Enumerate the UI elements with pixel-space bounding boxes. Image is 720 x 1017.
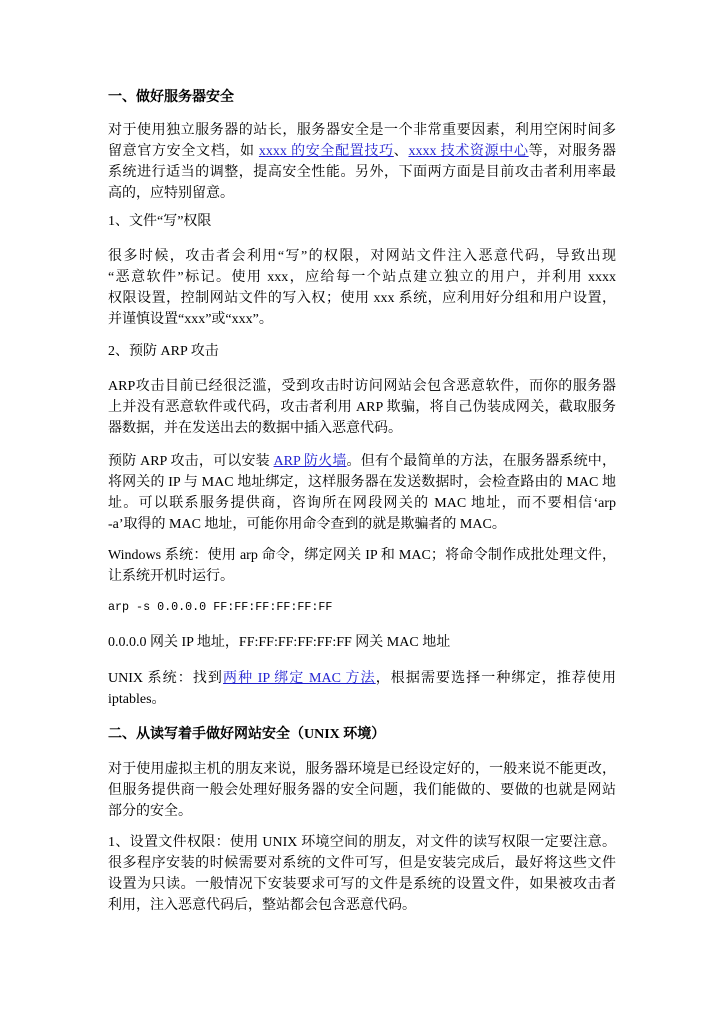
paragraph-line: iptables。 <box>108 692 166 707</box>
line-text: 留意官方安全文档，如 <box>108 144 259 159</box>
paragraph-line: 但服务提供商一般会处理好服务器的安全问题，我们能做的、要做的也就是网站 <box>108 783 616 798</box>
arp-command: arp -s 0.0.0.0 FF:FF:FF:FF:FF:FF <box>108 600 333 614</box>
link-ip-mac-binding-methods[interactable]: 两种 IP 绑定 MAC 方法 <box>223 671 376 686</box>
paragraph-line: 将网关的 IP 与 MAC 地址绑定，这样服务器在发送数据时，会检查路由的 MAC 地 <box>108 475 616 490</box>
line-text: 、 <box>393 144 409 159</box>
paragraph-line: -a’取得的 MAC 地址，可能你用命令查到的就是欺骗者的 MAC。 <box>108 517 506 532</box>
subheading-file-write-permission: 1、文件“写”权限 <box>108 214 212 229</box>
paragraph-line: 1、设置文件权限：使用 UNIX 环境空间的朋友，对文件的读写权限一定要注意。 <box>108 835 616 850</box>
paragraph-line: 对于使用虚拟主机的朋友来说，服务器环境是已经设定好的，一般来说不能更改， <box>108 762 616 777</box>
paragraph-line: 部分的安全。 <box>108 804 192 819</box>
arp-command-note: 0.0.0.0 网关 IP 地址，FF:FF:FF:FF:FF:FF 网关 MAC 地址 <box>108 635 451 650</box>
line-text: 等，对服务器 <box>528 144 616 159</box>
paragraph-line: 权限设置，控制网站文件的写入权；使用 xxx 系统，应利用好分组和用户设置， <box>108 291 616 306</box>
section-2-intro-paragraph <box>108 759 616 822</box>
paragraph-line <box>108 141 616 162</box>
arp-defense-paragraph <box>108 451 616 535</box>
line-text: 。但有个最简单的方法，在服务器系统中， <box>346 454 617 469</box>
link-security-config-tips[interactable]: xxxx 的安全配置技巧 <box>258 144 394 159</box>
line-text: ，根据需要选择一种绑定，推荐使用 <box>375 671 616 686</box>
section-2-heading: 二、从读写着手做好网站安全（UNIX 环境） <box>108 727 386 742</box>
paragraph-line: 上并没有恶意软件或代码，攻击者利用 ARP 欺骗，将自己伪装成网关，截取服务 <box>108 400 616 415</box>
paragraph-line: 利用，注入恶意代码后，整站都会包含恶意代码。 <box>108 898 416 913</box>
paragraph-line: 器数据，并在发送出去的数据中插入恶意代码。 <box>108 421 402 436</box>
section-1-intro-paragraph <box>108 120 616 204</box>
paragraph-line <box>108 451 616 472</box>
paragraph-line: 址。可以联系服务提供商，咨询所在网段网关的 MAC 地址，而不要相信‘arp <box>108 496 616 511</box>
arp-overview-paragraph <box>108 376 616 439</box>
paragraph-line: 设置为只读。一般情况下安装要求可写的文件是系统的设置文件，如果被攻击者 <box>108 877 616 892</box>
line-text: UNIX 系统：找到 <box>108 671 224 686</box>
paragraph-line: 并谨慎设置“xxx”或“xxx”。 <box>108 312 273 327</box>
link-tech-resource-center[interactable]: xxxx 技术资源中心 <box>408 144 529 159</box>
paragraph-line: 很多时候，攻击者会利用“写”的权限，对网站文件注入恶意代码，导致出现 <box>108 249 616 264</box>
unix-binding-paragraph <box>108 668 616 710</box>
paragraph-line: Windows 系统：使用 arp 命令，绑定网关 IP 和 MAC；将命令制作成批处理文件， <box>108 548 616 563</box>
file-write-permission-paragraph <box>108 246 616 330</box>
link-arp-firewall[interactable]: ARP 防火墙 <box>273 454 347 469</box>
line-text: 预防 ARP 攻击，可以安装 <box>108 454 274 469</box>
paragraph-line <box>108 668 616 689</box>
paragraph-line: 高的，应特别留意。 <box>108 186 234 201</box>
paragraph-line: 让系统开机时运行。 <box>108 569 234 584</box>
section-1-heading: 一、做好服务器安全 <box>108 90 234 105</box>
paragraph-line: “恶意软件”标记。使用 xxx，应给每一个站点建立独立的用户，并利用 xxxx <box>108 270 616 285</box>
file-permissions-paragraph <box>108 832 616 916</box>
paragraph-line: 对于使用独立服务器的站长，服务器安全是一个非常重要因素，利用空闲时间多 <box>108 123 616 138</box>
subheading-prevent-arp: 2、预防 ARP 攻击 <box>108 344 219 359</box>
paragraph-line: 很多程序安装的时候需要对系统的文件可写，但是安装完成后，最好将这些文件 <box>108 856 616 871</box>
paragraph-line: 系统进行适当的调整，提高安全性能。另外，下面两方面是目前攻击者利用率最 <box>108 165 616 180</box>
paragraph-line: ARP攻击目前已经很泛滥，受到攻击时访问网站会包含恶意软件，而你的服务器 <box>108 379 616 394</box>
windows-binding-paragraph <box>108 545 616 587</box>
